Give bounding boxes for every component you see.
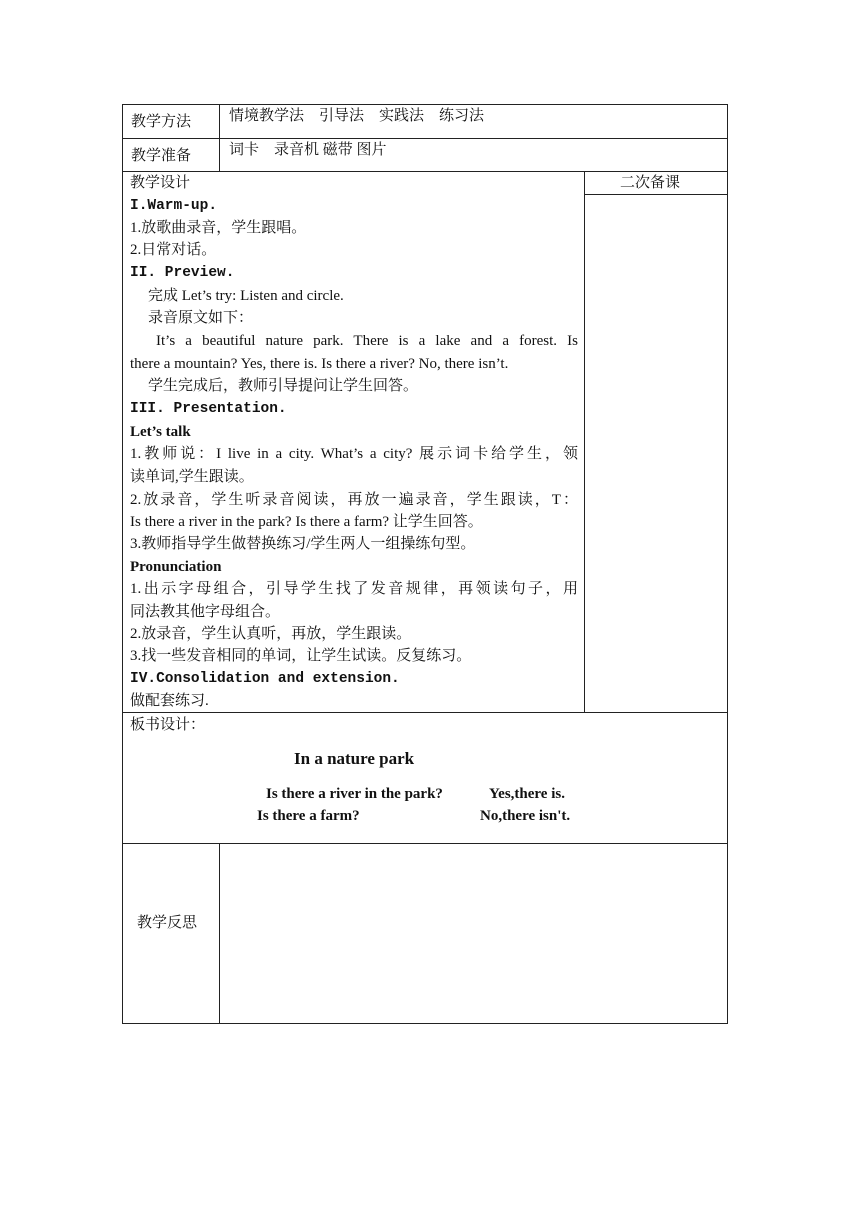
method-label: 教学方法	[131, 114, 192, 130]
preview-script-line-1: It’s a beautiful nature park. There is a lake and a forest. Is	[156, 333, 578, 349]
pron-item-1-line-1: 1.出示字母组合，引导学生找了发音规律，再领读句子，用	[130, 581, 578, 597]
talk-item-2-line-2: Is there a river in the park? Is there a farm? 让学生回答。	[130, 514, 483, 530]
pron-item-1-line-2: 同法教其他字母组合。	[130, 604, 281, 620]
lets-talk-title: Let’s talk	[130, 424, 191, 440]
board-title: In a nature park	[294, 749, 415, 768]
preview-title: II. Preview.	[130, 265, 235, 281]
talk-item-3: 3.教师指导学生做替换练习/学生两人一组操练句型。	[130, 536, 476, 552]
board-question-1: Is there a river in the park?	[266, 786, 443, 802]
board-answer-1: Yes,there is.	[489, 786, 565, 802]
consolidation-item-1: 做配套练习.	[130, 693, 209, 709]
row-divider-design	[122, 712, 728, 713]
board-label: 板书设计：	[130, 717, 206, 733]
prep-label: 教学准备	[131, 148, 192, 164]
label-column-divider-top	[219, 104, 220, 172]
pron-item-2: 2.放录音，学生认真听，再放，学生跟读。	[130, 626, 412, 642]
preview-item-1: 完成 Let’s try: Listen and circle.	[148, 288, 344, 304]
board-question-2: Is there a farm?	[257, 808, 360, 824]
consolidation-title: IV.Consolidation and extension.	[130, 671, 400, 687]
side-header-divider	[584, 194, 728, 195]
reflection-label: 教学反思	[137, 915, 198, 931]
side-header: 二次备课	[620, 175, 681, 191]
talk-item-1-line-1: 1.教师说：I live in a city. What’s a city? 展示词卡给学生，领	[130, 446, 578, 462]
warmup-item-1: 1.放歌曲录音，学生跟唱。	[130, 220, 307, 236]
pron-item-3: 3.找一些发音相同的单词，让学生试读。反复练习。	[130, 648, 472, 664]
warmup-item-2: 2.日常对话。	[130, 242, 217, 258]
method-value: 情境教学法 引导法 实践法 练习法	[229, 108, 485, 124]
talk-item-2-line-1: 2.放录音，学生听录音阅读，再放一遍录音，学生跟读，T：	[130, 492, 578, 508]
preview-item-2: 录音原文如下：	[148, 310, 254, 326]
talk-item-1-line-2: 读单词,学生跟读。	[130, 469, 254, 485]
warmup-title: I.Warm-up.	[130, 198, 218, 214]
lesson-plan-table	[122, 104, 728, 1024]
presentation-title: III. Presentation.	[130, 401, 287, 417]
side-column-divider	[584, 171, 585, 713]
pronunciation-title: Pronunciation	[130, 559, 222, 575]
table-border-left	[122, 104, 123, 1024]
table-border-right	[727, 104, 728, 1024]
preview-item-4: 学生完成后，教师引导提问让学生回答。	[148, 378, 419, 394]
table-border-bottom	[122, 1023, 728, 1024]
prep-value: 词卡 录音机 磁带 图片	[229, 142, 387, 158]
design-header: 教学设计	[130, 175, 191, 191]
preview-script-line-2: there a mountain? Yes, there is. Is there a river? No, there isn’t.	[130, 356, 509, 372]
row-divider-method	[122, 138, 728, 139]
board-answer-2: No,there isn't.	[480, 808, 571, 824]
reflection-content-area[interactable]	[220, 844, 727, 1023]
